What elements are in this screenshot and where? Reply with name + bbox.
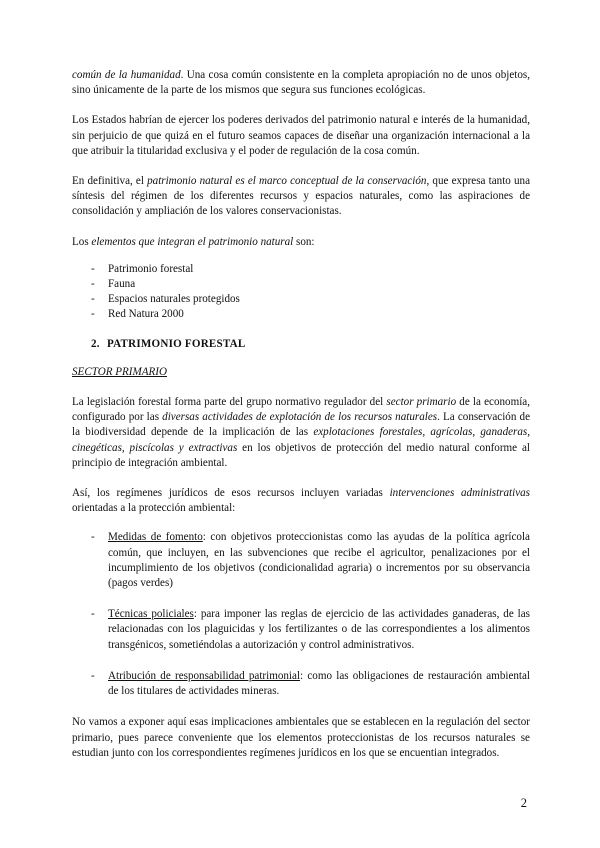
paragraph-closing: No vamos a exponer aquí esas implicaciones ambientales que se establecen en la regulación del sector primario, pues parece conveniente que los elementos proteccionistas de los recursos naturales se estudian junto con los correspondientes regímenes jurídicos en los que se encuentian integrados. xyxy=(72,716,530,759)
italic-phrase: elementos que integran el patrimonio natural xyxy=(91,235,294,248)
paragraph-elements-intro: Los elementos que integran el patrimonio natural son: xyxy=(72,235,315,248)
list-item: - Red Natura 2000 xyxy=(72,307,530,322)
list-item: - Técnicas policiales: para imponer las reglas de ejercicio de las actividades ganaderas, de las relacionadas con los plaguicidas y los fertilizantes o de las correspondientes a los alimentos transgénicos, sometiéndolas a autorización y control administrativos. xyxy=(72,607,530,653)
paragraph-common-heritage: común de la humanidad. Una cosa común consistente en la completa apropiación no de unos objetos, sino únicamente de la parte de los mismos que segura sus funciones ecológicas. xyxy=(72,69,530,97)
list-item: - Patrimonio forestal xyxy=(72,262,530,277)
interventions-list xyxy=(72,530,530,699)
list-item: - Espacios naturales protegidos xyxy=(72,292,530,307)
italic-phrase: patrimonio natural es el marco conceptual de la conservación xyxy=(147,175,427,188)
subsection-title: SECTOR PRIMARIO xyxy=(72,365,168,378)
section-heading: 2. PATRIMONIO FORESTAL xyxy=(91,337,246,350)
elements-list xyxy=(72,262,530,323)
italic-phrase: común de la humanidad xyxy=(72,69,181,81)
document-page xyxy=(72,68,530,776)
page-number: 2 xyxy=(520,796,527,810)
list-item: - Fauna xyxy=(72,277,530,292)
paragraph-forestry-legislation: La legislación forestal forma parte del grupo normativo regulador del sector primario de la economía, configurado por las diversas actividades de explotación de los recursos naturales. La conservación de la biodiversidad depende de la implicación de las explotaciones forestales, agrícolas, ganaderas, cinegéticas, piscícolas y extractivas en los objetivos de protección del medio natural conforme al principio de integración ambiental. xyxy=(72,396,531,469)
paragraph-definition: En definitiva, el patrimonio natural es el marco conceptual de la conservación, que expresa tanto una síntesis del régimen de los diferentes recursos y espacios naturales, como las aspiraciones de consolidación y ampliación de los valores conservacionistas. xyxy=(72,175,531,218)
list-item: - Medidas de fomento: con objetivos proteccionistas como las ayudas de la política agrícola común, que incluyen, en las subvenciones que recibe el agricultor, penalizaciones por el incumplimiento de los objetivos (condicionalidad agraria) o incrementos por su observancia (pagos verdes) xyxy=(72,530,530,591)
list-item: - Atribución de responsabilidad patrimonial: como las obligaciones de restauración ambiental de los titulares de actividades mineras. xyxy=(72,669,530,699)
paragraph-interventions: Así, los regímenes jurídicos de esos recursos incluyen variadas intervenciones administrativas orientadas a la protección ambiental: xyxy=(72,487,531,515)
paragraph-states: Los Estados habrían de ejercer los poderes derivados del patrimonio natural e interés de la humanidad, sin perjuicio de que quizá en el futuro seamos capaces de diseñar una organización internacional a la que atribuir la titularidad exclusiva y el poder de regulación de la cosa común. xyxy=(72,114,530,157)
